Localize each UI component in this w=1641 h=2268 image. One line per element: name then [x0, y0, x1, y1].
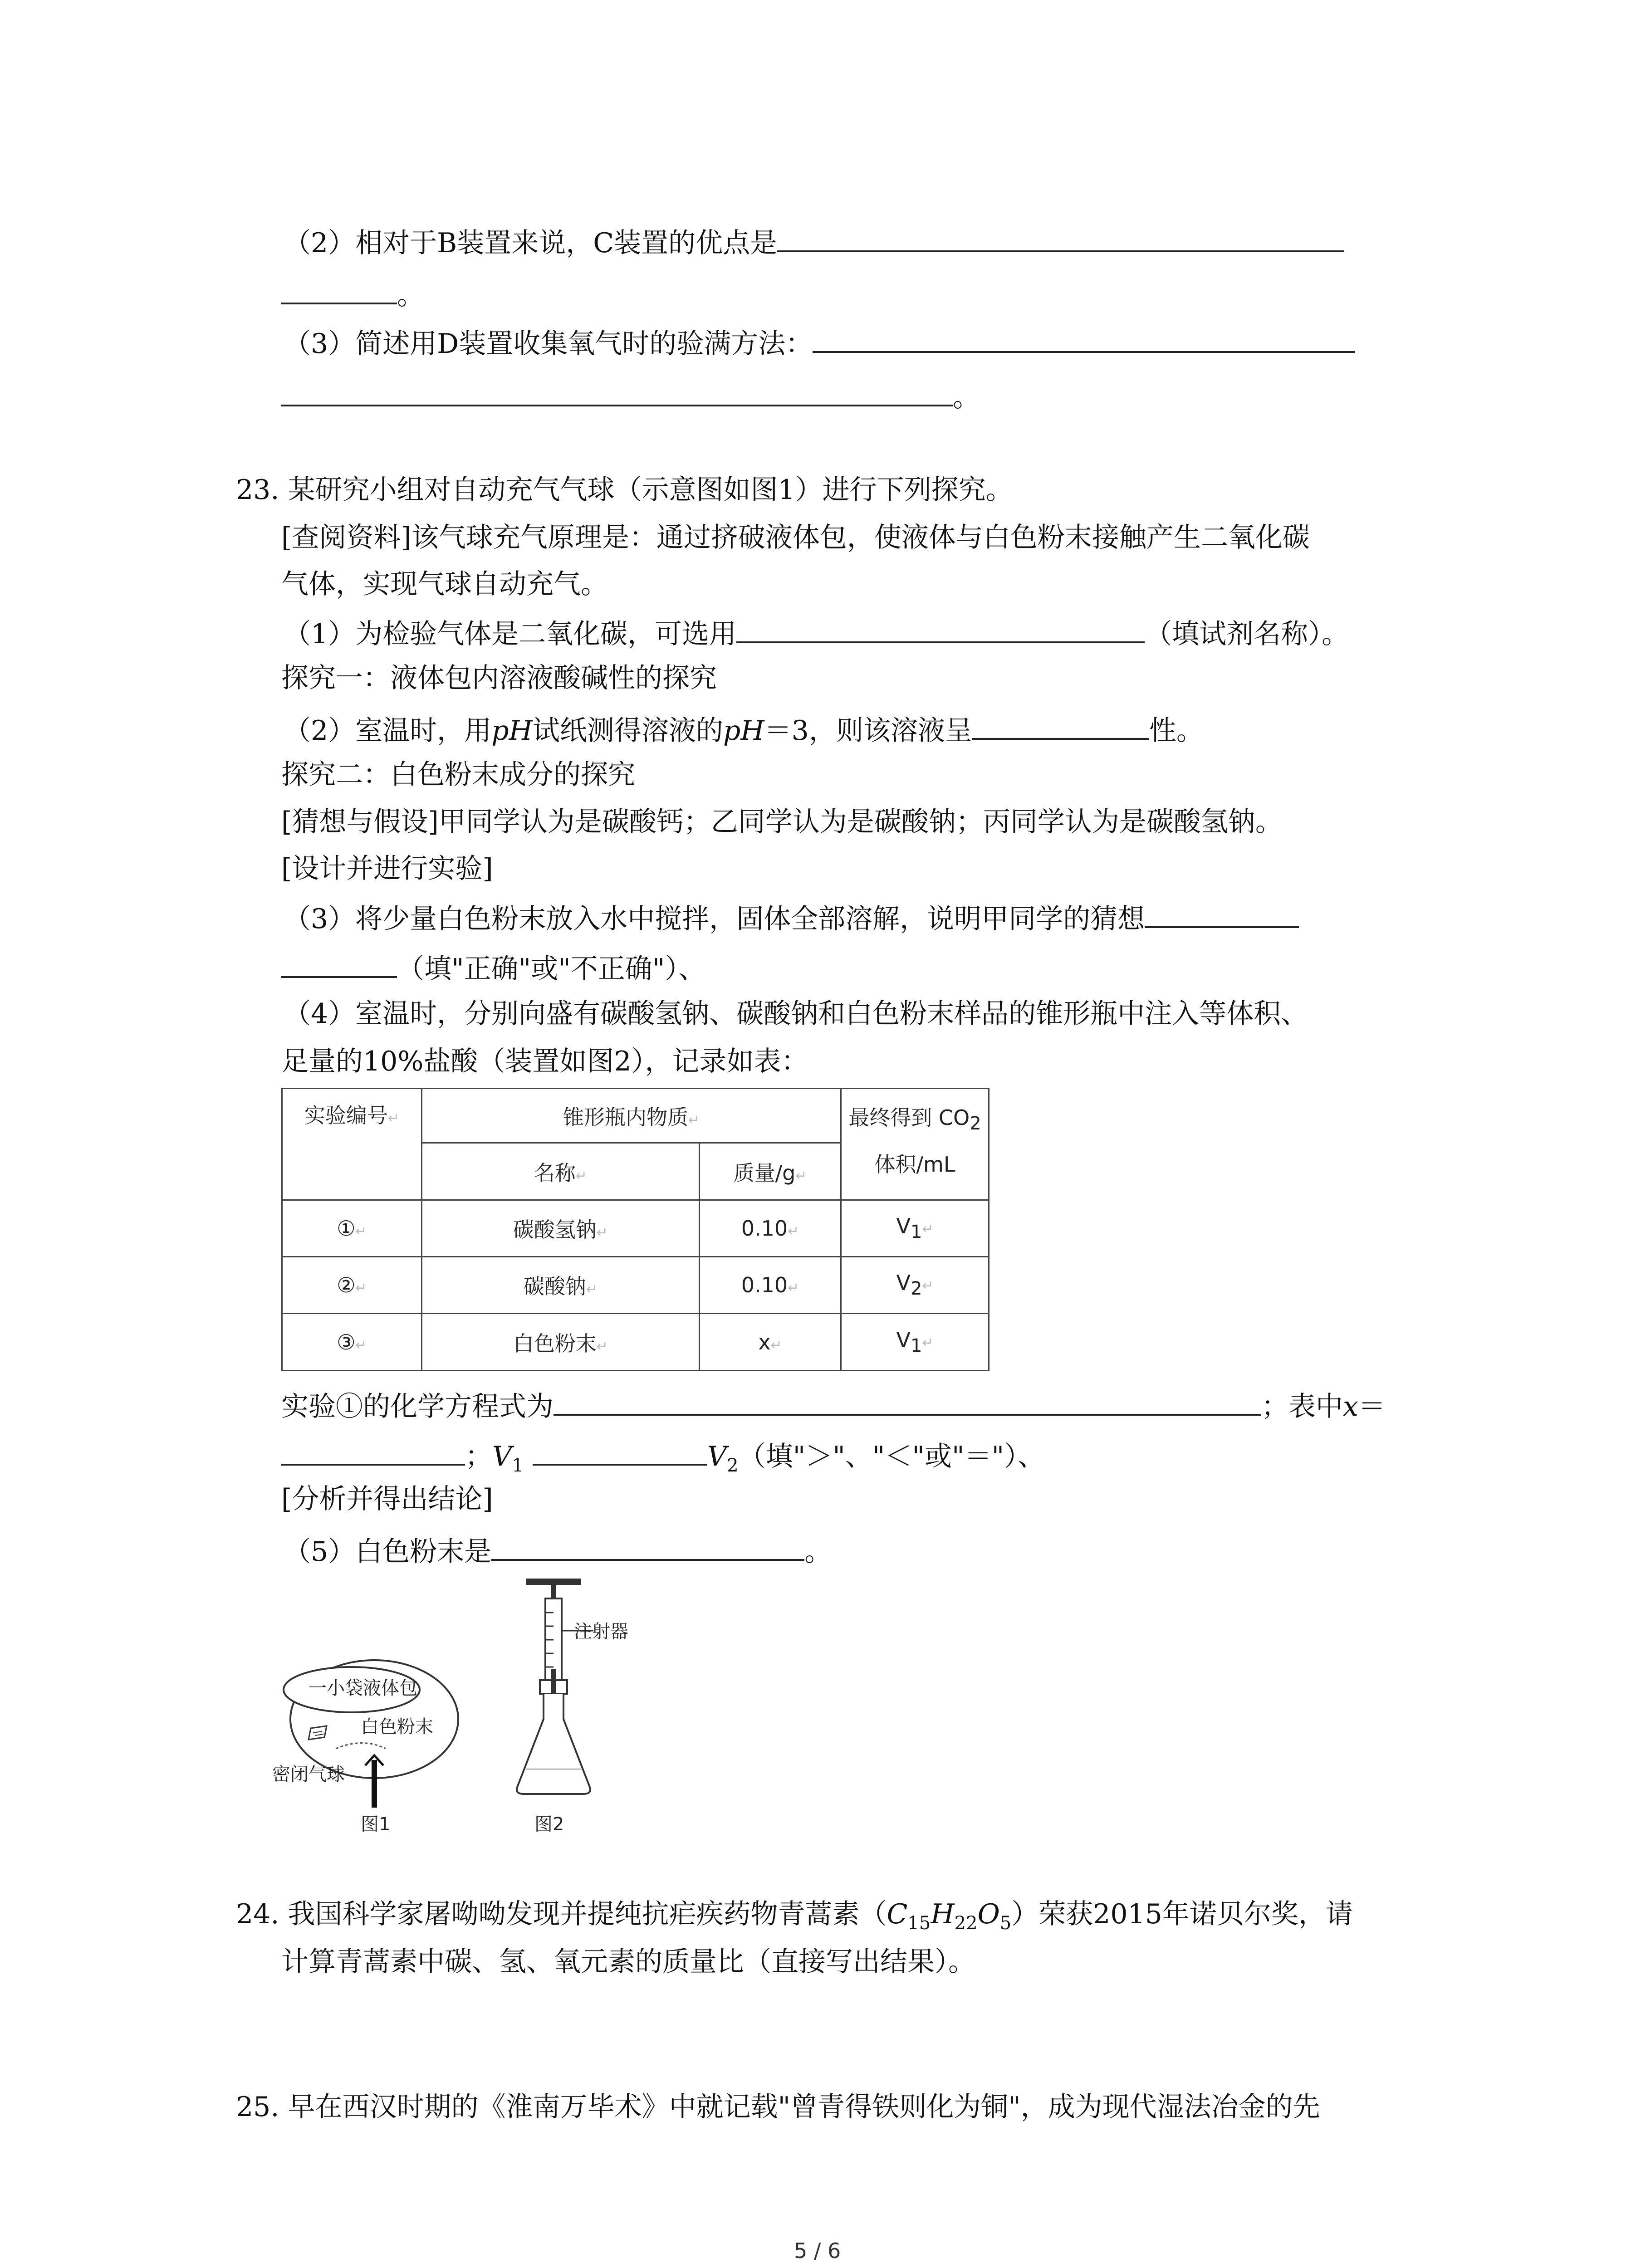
q23-sub5-blank[interactable]	[491, 1531, 804, 1561]
q24-text-b: ）荣获2015年诺贝尔奖，请	[1011, 1898, 1353, 1930]
q23-equation	[281, 1386, 1386, 1425]
fig1-caption: 图1	[361, 1814, 391, 1835]
q23-info-2: 气体，实现气球自动充气。	[281, 568, 608, 600]
q23-sub2-a: （2）室温时，用	[284, 715, 492, 747]
q23-sub5	[284, 1531, 832, 1570]
q23-sub4-1: （4）室温时，分别向盛有碳酸氢钠、碳酸钠和白色粉末样品的锥形瓶中注入等体积、	[284, 998, 1308, 1030]
q23-analysis: [分析并得出结论]	[281, 1483, 493, 1515]
formula-c: C	[887, 1898, 908, 1930]
q23-eq-eq: ＝	[1358, 1391, 1386, 1422]
q24-text-a: 24. 我国科学家屠呦呦发现并提纯抗疟疾药物青蒿素（	[236, 1898, 887, 1930]
q23-sub2-b: 试纸测得溶液的	[532, 715, 723, 747]
q23-cmp-semi: ；	[465, 1441, 492, 1472]
th-exp-num: 实验编号↵	[282, 1089, 422, 1200]
formula-c-sub: 15	[907, 1913, 931, 1934]
q23-sub3-blank[interactable]	[1145, 898, 1299, 928]
page-number: 5 / 6	[794, 2239, 841, 2263]
q23-compare-blank[interactable]	[533, 1436, 707, 1466]
q23-explore1: 探究一：液体包内溶液酸碱性的探究	[281, 662, 717, 694]
q22-sub3-text: （3）简述用D装置收集氧气时的验满方法：	[284, 328, 813, 360]
q23-sub3	[284, 898, 1299, 937]
conical-flask	[517, 1694, 590, 1794]
q23-sub1-text: （1）为检验气体是二氧化碳，可选用	[284, 618, 737, 650]
q23-info-1: [查阅资料]该气球充气原理是：通过挤破液体包，使液体与白色粉末接触产生二氧化碳	[281, 522, 1310, 553]
q23-sub4-2: 足量的10%盐酸（装置如图2），记录如表：	[281, 1046, 808, 1077]
q24-line-2: 计算青蒿素中碳、氢、氧元素的质量比（直接写出结果）。	[281, 1946, 975, 1978]
table-row: ③↵ 白色粉末↵ x↵ $V_1↵$	[282, 1314, 989, 1371]
fig1-powder-label: 白色粉末	[361, 1716, 433, 1737]
q23-sub2-blank[interactable]	[972, 710, 1149, 740]
q23-equation-blank[interactable]	[554, 1386, 1261, 1416]
table-row: ①↵ 碳酸氢钠↵ 0.10↵ $V_1↵$	[282, 1200, 989, 1257]
q23-eq-text: 实验①的化学方程式为	[281, 1391, 554, 1422]
q23-cmp-end: （填"＞"、"＜"或"＝"）、	[738, 1441, 1045, 1472]
q23-sub1-end: （填试剂名称）。	[1145, 618, 1349, 650]
th-co2-volume: 最终得到 $CO_2$ 体积/mL	[841, 1089, 989, 1200]
fig1-liquid-label: 一小袋液体包	[309, 1678, 417, 1699]
figure-2-flask-diagram	[508, 1579, 599, 1810]
q23-sub1	[284, 613, 1349, 652]
q23-eq-mid: ；表中	[1261, 1391, 1343, 1422]
th-name: 名称↵	[422, 1143, 700, 1200]
q23-sub5-end: 。	[804, 1536, 832, 1568]
q23-ph-1: pH	[491, 715, 533, 747]
q22-sub2-cont	[281, 274, 424, 313]
q23-v1: V	[492, 1441, 512, 1472]
q23-title: 23. 某研究小组对自动充气气球（示意图如图1）进行下列探究。	[236, 474, 1013, 506]
q22-sub2-blank-cont[interactable]	[281, 274, 397, 304]
q23-v1-sub: 1	[512, 1455, 524, 1476]
q22-sub3-blank[interactable]	[813, 323, 1355, 353]
q23-design: [设计并进行实验]	[281, 853, 493, 885]
q22-sub3	[284, 323, 1355, 362]
q23-sub2	[284, 710, 1204, 749]
liquid-pack-icon	[309, 1726, 327, 1740]
powder-pile	[336, 1743, 386, 1749]
syringe-plunger-top	[526, 1579, 581, 1585]
q23-sub5-text: （5）白色粉末是	[284, 1536, 492, 1568]
q23-x-blank[interactable]	[281, 1436, 465, 1466]
q23-compare	[281, 1436, 1045, 1484]
fig2-syringe-label: 注射器	[574, 1621, 628, 1642]
q22-sub3-blank-cont[interactable]	[281, 376, 953, 406]
q22-sub3-end: 。	[953, 381, 980, 413]
q23-sub3-end: （填"正确"或"不正确"）、	[397, 953, 706, 985]
q22-sub2-blank[interactable]	[777, 222, 1344, 252]
formula-o: O	[977, 1898, 1000, 1930]
experiment-table	[281, 1088, 989, 1371]
table-row: ②↵ 碳酸钠↵ 0.10↵ $V_2↵$	[282, 1257, 989, 1314]
q23-sub3-cont	[281, 948, 705, 987]
q23-sub3-text: （3）将少量白色粉末放入水中搅拌，固体全部溶解，说明甲同学的猜想	[284, 903, 1145, 935]
q22-sub2-text: （2）相对于B装置来说，C装置的优点是	[284, 227, 778, 259]
q23-v2-sub: 2	[727, 1455, 739, 1476]
fig1-balloon-label: 密闭气球	[272, 1764, 345, 1785]
q23-ph-2: pH	[723, 715, 764, 747]
th-mass: 质量/g↵	[700, 1143, 841, 1200]
formula-h: H	[931, 1898, 955, 1930]
formula-h-sub: 22	[954, 1913, 978, 1934]
q23-sub2-end: 性。	[1149, 715, 1204, 747]
q22-sub3-cont	[281, 376, 980, 415]
q23-sub3-blank-cont[interactable]	[281, 948, 397, 978]
formula-o-sub: 5	[999, 1913, 1012, 1934]
q23-hypothesis: [猜想与假设]甲同学认为是碳酸钙；乙同学认为是碳酸钠；丙同学认为是碳酸氢钠。	[281, 806, 1283, 838]
q22-sub2-end: 。	[397, 279, 424, 311]
th-substance: 锥形瓶内物质↵	[422, 1089, 841, 1143]
q23-explore2: 探究二：白色粉末成分的探究	[281, 759, 635, 791]
q23-sub1-blank[interactable]	[736, 613, 1145, 643]
q22-sub2	[284, 222, 1344, 261]
q23-sub2-c: ＝3，则该溶液呈	[764, 715, 972, 747]
q23-eq-x: x	[1343, 1391, 1358, 1422]
q24-line-1	[236, 1896, 1353, 1941]
fig2-caption: 图2	[534, 1814, 564, 1835]
q23-v2: V	[707, 1441, 727, 1472]
q25-line-1: 25. 早在西汉时期的《淮南万毕术》中就记载"曾青得铁则化为铜"，成为现代湿法冶金的先	[236, 2091, 1320, 2123]
